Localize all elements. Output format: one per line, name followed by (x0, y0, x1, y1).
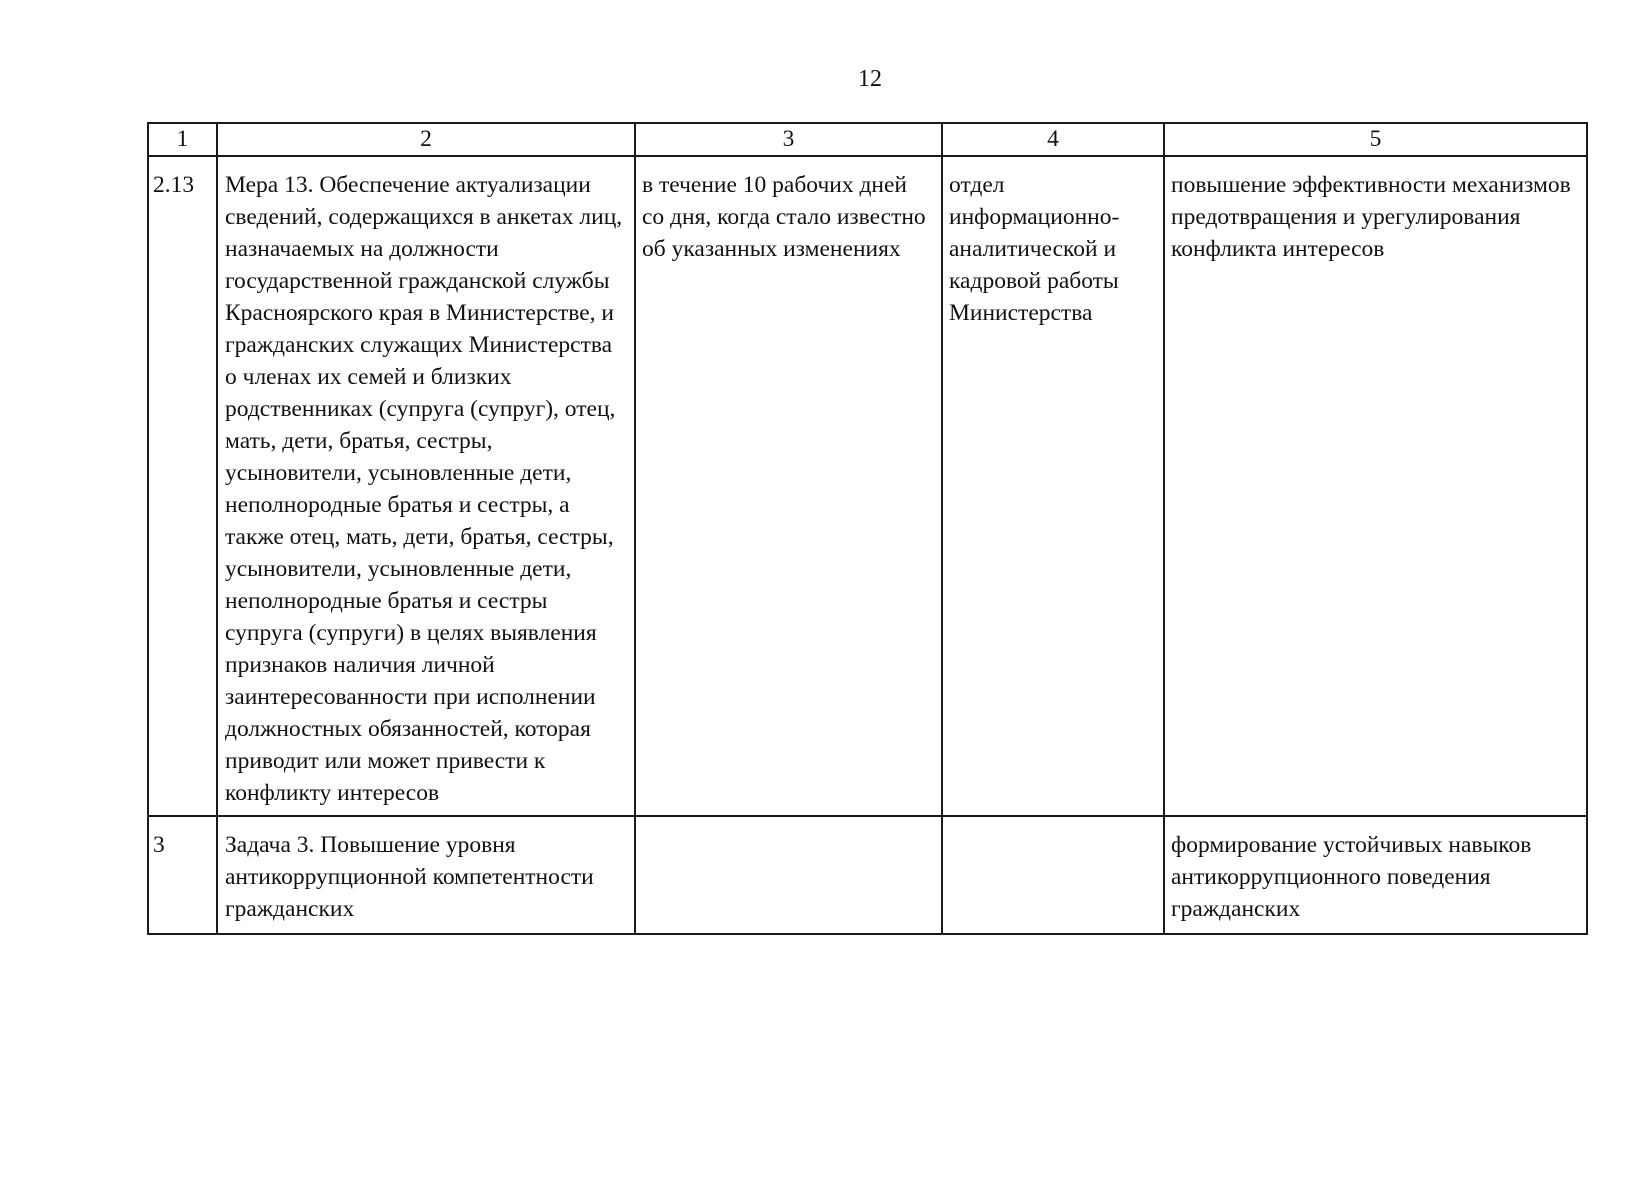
measure-text-content: Задача 3. Повышение уровня антикоррупционной компетентности гражданских (225, 832, 594, 922)
measure-text (217, 816, 635, 934)
row-number: 3 (148, 816, 217, 934)
row-number: 2.13 (148, 156, 217, 816)
result-text (1164, 156, 1587, 816)
responsible-text-content: отдел информационно-аналитической и кадровой работы Министерства (949, 172, 1120, 326)
result-text (1164, 816, 1587, 934)
measure-text-content: Мера 13. Обеспечение актуализации сведений, содержащихся в анкетах лиц, назначаемых на должности государственной гражданской службы Красноярского края в Министерстве, и гражданских служащих Министерства о членах их семей и близких родственниках (супруга (супруг), отец, мать, дети, братья, сестры, усыновители, усыновленные дети, неполнородные братья и сестры, а также отец, мать, дети, братья, сестры, усыновители, усыновленные дети, неполнородные братья и сестры супруга (супруги) в целях выявления признаков наличия личной заинтересованности при исполнении должностных обязанностей, которая приводит или может привести к конфликту интересов (225, 172, 623, 806)
deadline-text (635, 816, 942, 934)
page-number: 12 (858, 66, 882, 92)
measure-text (217, 156, 635, 816)
column-header-5: 5 (1164, 123, 1587, 156)
deadline-text (635, 156, 942, 816)
result-text-content: формирование устойчивых навыков антикоррупционного поведения гражданских (1171, 832, 1532, 922)
result-text-content: повышение эффективности механизмов предотвращения и урегулирования конфликта интересов (1171, 172, 1571, 262)
column-header-4: 4 (942, 123, 1164, 156)
table-header-row (148, 123, 1587, 156)
column-header-2: 2 (217, 123, 635, 156)
responsible-text (942, 816, 1164, 934)
responsible-text (942, 156, 1164, 816)
table-row (148, 816, 1587, 934)
column-header-1: 1 (148, 123, 217, 156)
table-row (148, 156, 1587, 816)
column-header-3: 3 (635, 123, 942, 156)
deadline-text-content: в течение 10 рабочих дней со дня, когда стало известно об указанных изменениях (642, 172, 926, 262)
measures-table (147, 122, 1588, 935)
